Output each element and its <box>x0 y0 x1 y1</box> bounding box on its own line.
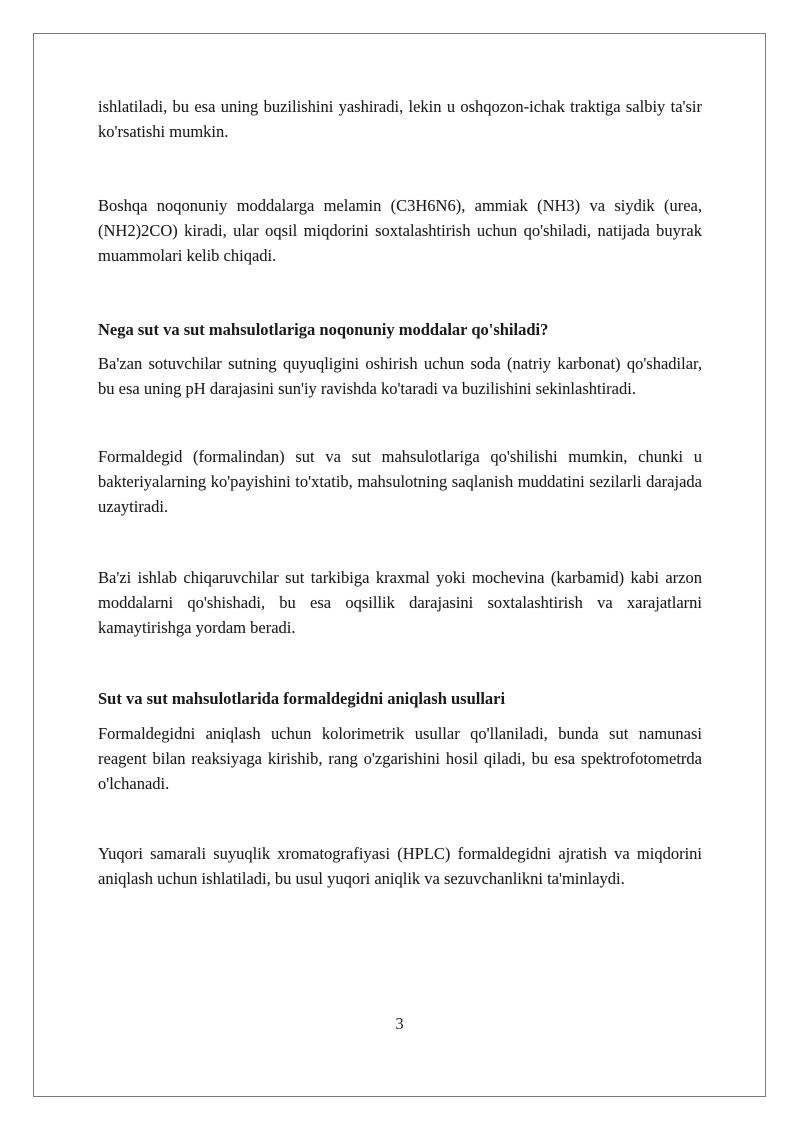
paragraph-hplc: Yuqori samarali suyuqlik xromatografiyasi (HPLC) formaldegidni ajratish va miqdorini aniqlash uchun ishlatiladi, bu usul yuqori aniqlik va sezuvchanlikni ta'minlaydi. <box>98 844 702 888</box>
section-heading-detection-methods: Sut va sut mahsulotlarida formaldegidni aniqlash usullari <box>98 689 506 708</box>
document-page <box>33 33 766 1097</box>
page-content <box>98 94 702 891</box>
paragraph-colorimetric: Formaldegidni aniqlash uchun kolorimetrik usullar qo'llaniladi, bunda sut namunasi reagent bilan reaksiyaga kirishib, rang o'zgarishini hosil qiladi, bu esa spektrofotometrda o'lchanadi. <box>98 724 702 793</box>
page-number: 3 <box>395 1014 404 1033</box>
paragraph-soda: Ba'zan sotuvchilar sutning quyuqligini oshirish uchun soda (natriy karbonat) qo'shadilar, bu esa uning pH darajasini sun'iy ravishda ko'taradi va buzilishini sekinlashtiradi. <box>98 354 702 398</box>
paragraph-illegal-substances: Boshqa noqonuniy moddalarga melamin (C3H6N6), ammiak (NH3) va siydik (urea, (NH2)2CO) kiradi, ular oqsil miqdorini soxtalashtirish uchun qo'shiladi, natijada buyrak muammolari kelib chiqadi. <box>98 196 702 265</box>
section-heading-why-added: Nega sut va sut mahsulotlariga noqonuniy moddalar qo'shiladi? <box>98 320 549 339</box>
paragraph-formaldehyde: Formaldegid (formalindan) sut va sut mahsulotlariga qo'shilishi mumkin, chunki u bakteriyalarning ko'payishini to'xtatib, mahsulotning saqlanish muddatini sezilarli darajada uzaytiradi. <box>98 447 702 516</box>
paragraph-continuation: ishlatiladi, bu esa uning buzilishini yashiradi, lekin u oshqozon-ichak traktiga salbiy ta'sir ko'rsatishi mumkin. <box>98 97 702 141</box>
paragraph-starch-urea: Ba'zi ishlab chiqaruvchilar sut tarkibiga kraxmal yoki mochevina (karbamid) kabi arzon moddalarni qo'shishadi, bu esa oqsillik darajasini soxtalashtirish va xarajatlarni kamaytirishga yordam beradi. <box>98 568 702 637</box>
